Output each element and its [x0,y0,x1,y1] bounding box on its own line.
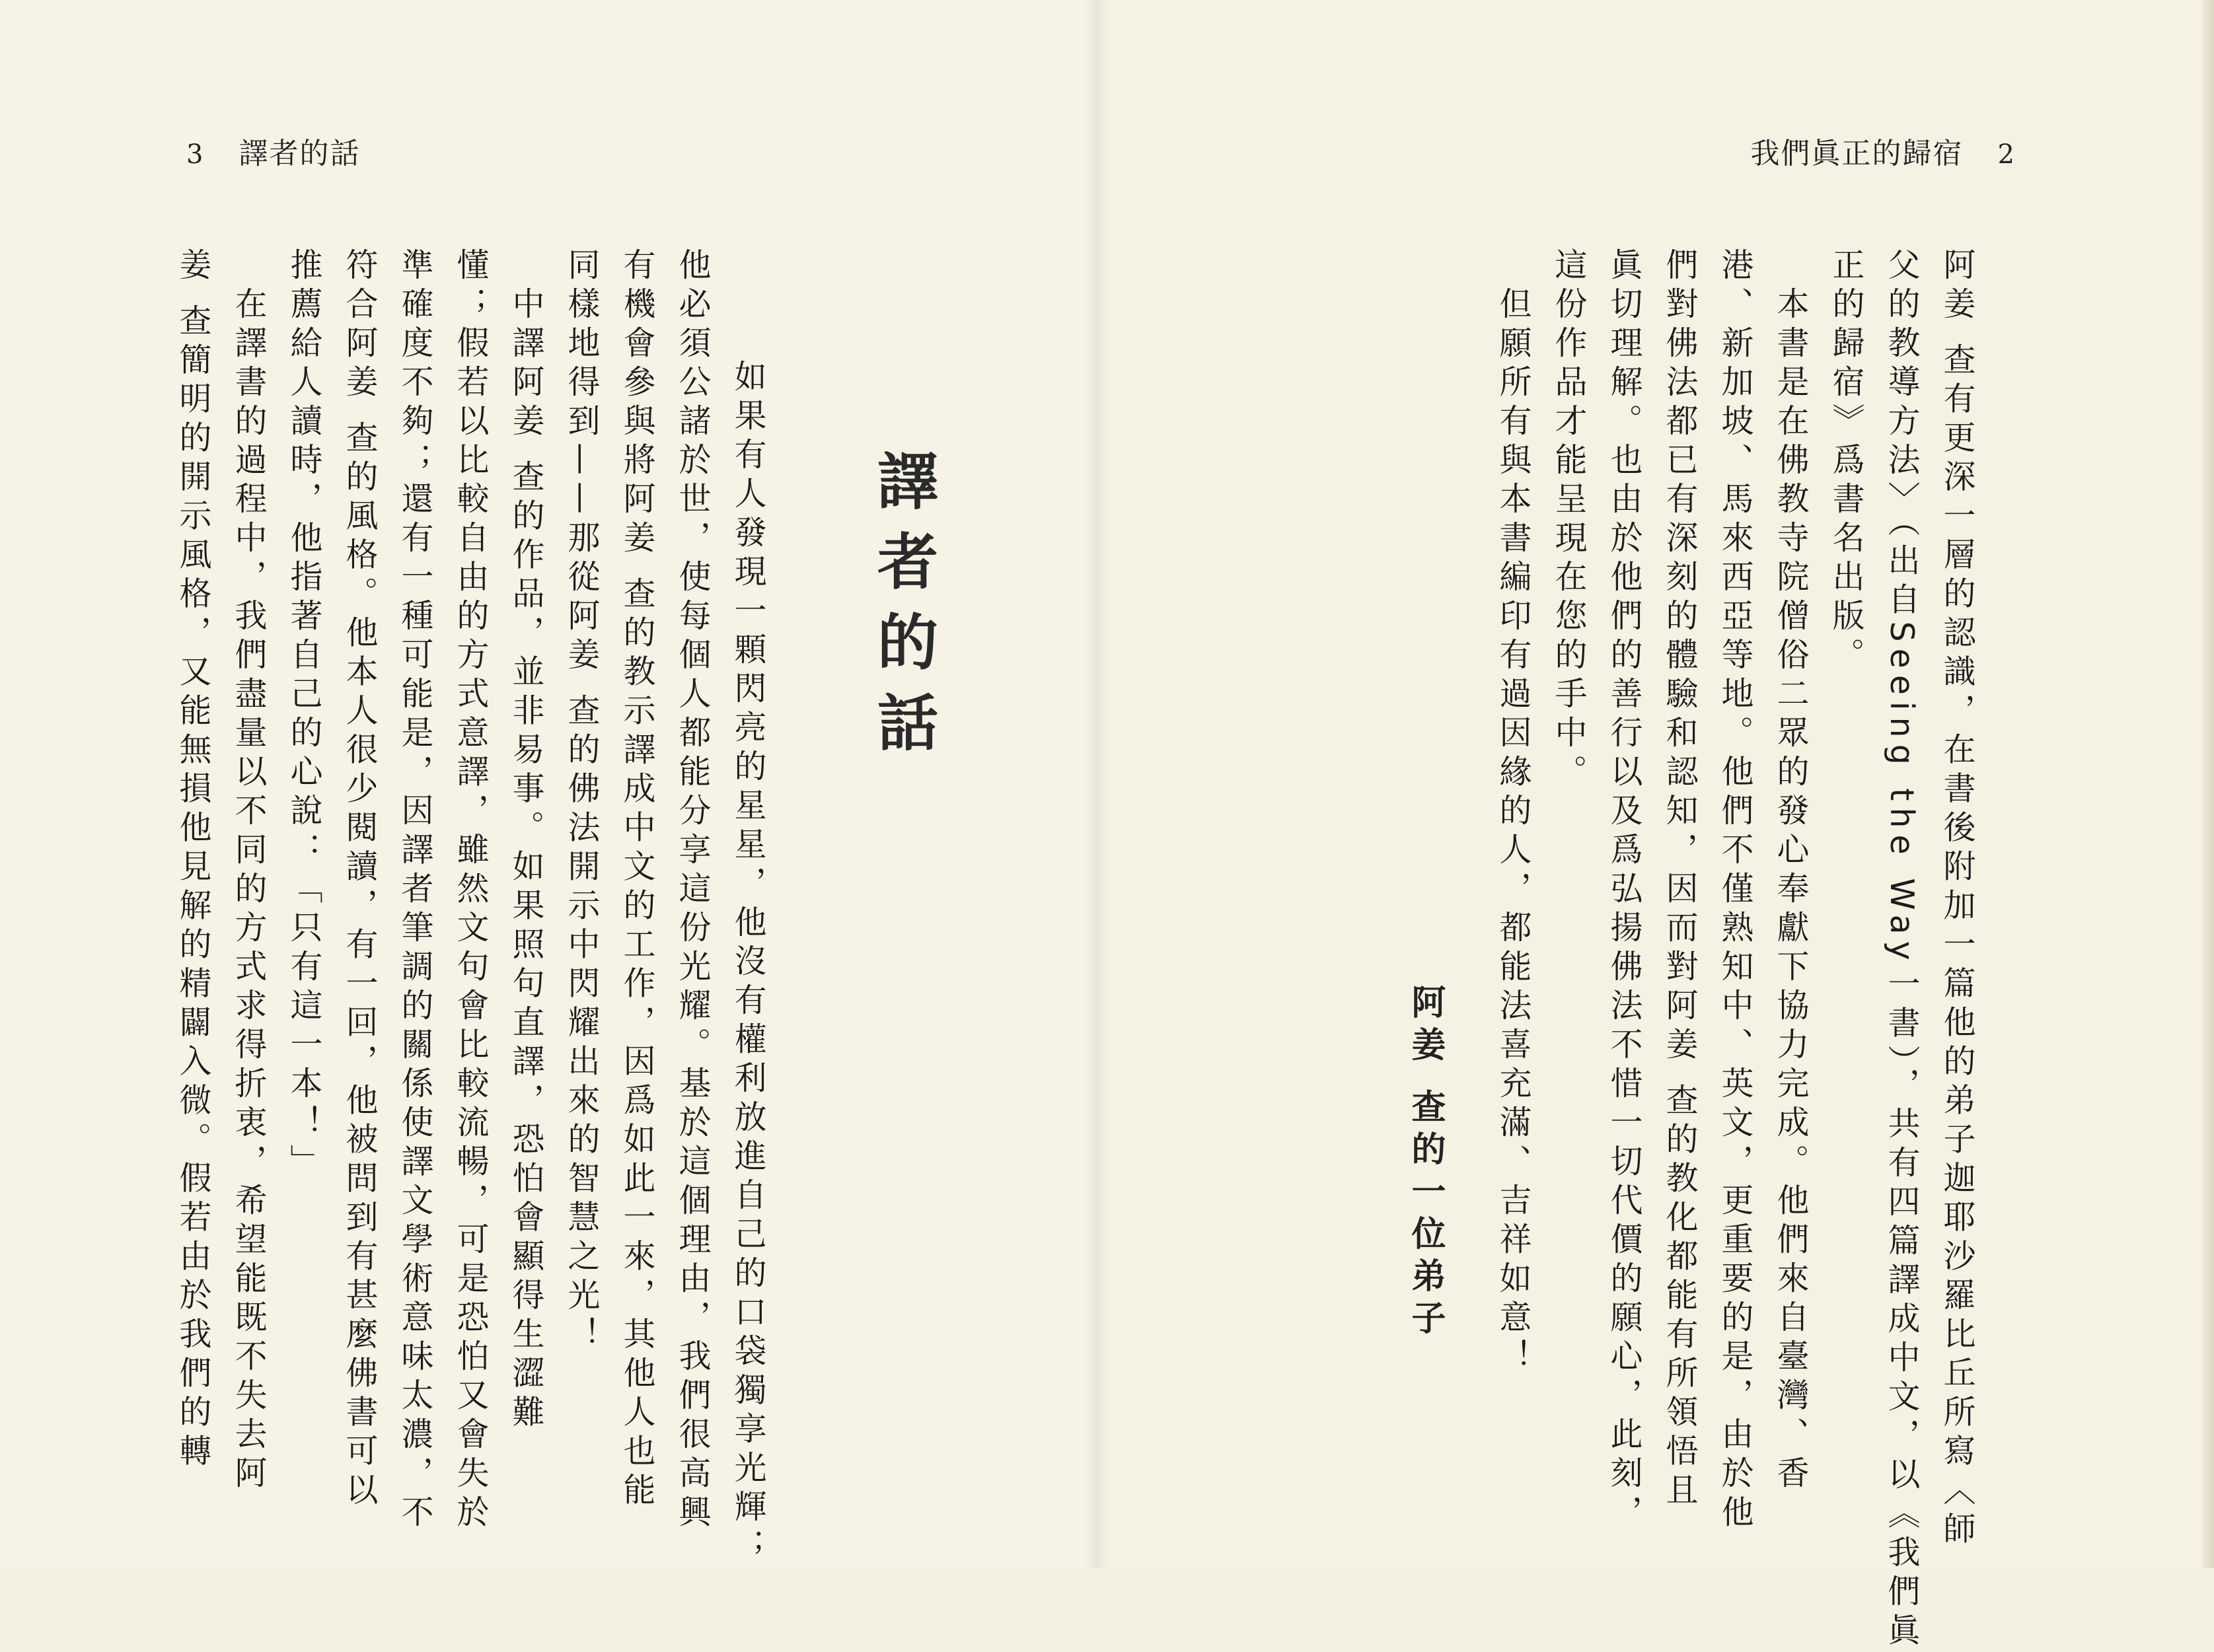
text-column: 在譯書的過程中，我們盡量以不同的方式求得折衷，希望能既不失去阿 [230,248,268,1495]
page-edge [2202,0,2214,1568]
signature: 阿姜 查的一位弟子 [1405,984,1445,1343]
text-column: 港、新加坡、馬來西亞等地。他們不僅熟知中、英文，更重要的是，由於他 [1716,248,1754,1534]
left-page [0,0,1097,1568]
text-column: 推薦給人讀時，他指著自己的心說：「只有這一本！」 [285,248,323,1183]
running-header-title: 譯者的話 [239,137,361,170]
text-column: 有機會參與將阿姜 查的教示譯成中文的工作，因爲如此一來，其他人也能 [618,248,656,1512]
text-column: 中譯阿姜 查的作品，並非易事。如果照句直譯，恐怕會顯得生澀難 [507,248,545,1434]
text-column: 阿姜 查有更深一層的認識，在書後附加一篇他的弟子迦耶沙羅比丘所寫〈師 [1938,248,1976,1551]
page-number: 2 [1997,139,2016,170]
text-column: 這份作品才能呈現在您的手中。 [1550,248,1588,793]
text-column: 姜 查簡明的開示風格，又能無損他見解的精闢入微。假若由於我們的轉 [174,248,212,1473]
running-header-title: 我們眞正的歸宿 [1750,137,1964,170]
left-page-header [186,129,360,172]
text-column: 準確度不夠；還有一種可能是，因譯者筆調的關係使譯文學術意味太濃，不 [396,248,434,1534]
text-column: 本書是在佛教寺院僧俗二眾的發心奉獻下協力完成。他們來自臺灣、香 [1772,248,1810,1495]
text-column: 正的歸宿》爲書名出版。 [1827,248,1865,676]
text-column: 懂；假若以比較自由的方式意譯，雖然文句會比較流暢，可是恐怕又會失於 [452,248,490,1534]
text-column: 同樣地得到——那從阿姜 查的佛法開示中閃耀出來的智慧之光！ [563,248,601,1356]
text-column: 眞切理解。也由於他們的善行以及爲弘揚佛法不惜一切代價的願心，此刻， [1605,248,1643,1534]
right-page [1097,0,2214,1568]
page-number: 3 [186,139,205,170]
book-gutter [1084,0,1110,1568]
right-page-header [1751,129,2016,172]
text-column: 但願所有與本書編印有過因緣的人，都能法喜充滿、吉祥如意！ [1494,248,1532,1378]
text-column: 他必須公諸於世，使每個人都能分享這份光耀。基於這個理由，我們很高興 [674,248,712,1534]
text-column: 父的教導方法〉（出自Seeing the Way一書），共有四篇譯成中文，以《我們眞 [1883,248,1921,1652]
text-column: 符合阿姜 查的風格。他本人很少閱讀，有一回，他被問到有甚麼佛書可以 [341,248,379,1512]
text-column: 如果有人發現一顆閃亮的星星，他沒有權利放進自己的口袋獨享光輝； [729,320,767,1567]
text-column: 們對佛法都已有深刻的體驗和認知，因而對阿姜 查的教化都能有所領悟且 [1661,248,1699,1512]
section-title: 譯者的話 [867,449,938,772]
